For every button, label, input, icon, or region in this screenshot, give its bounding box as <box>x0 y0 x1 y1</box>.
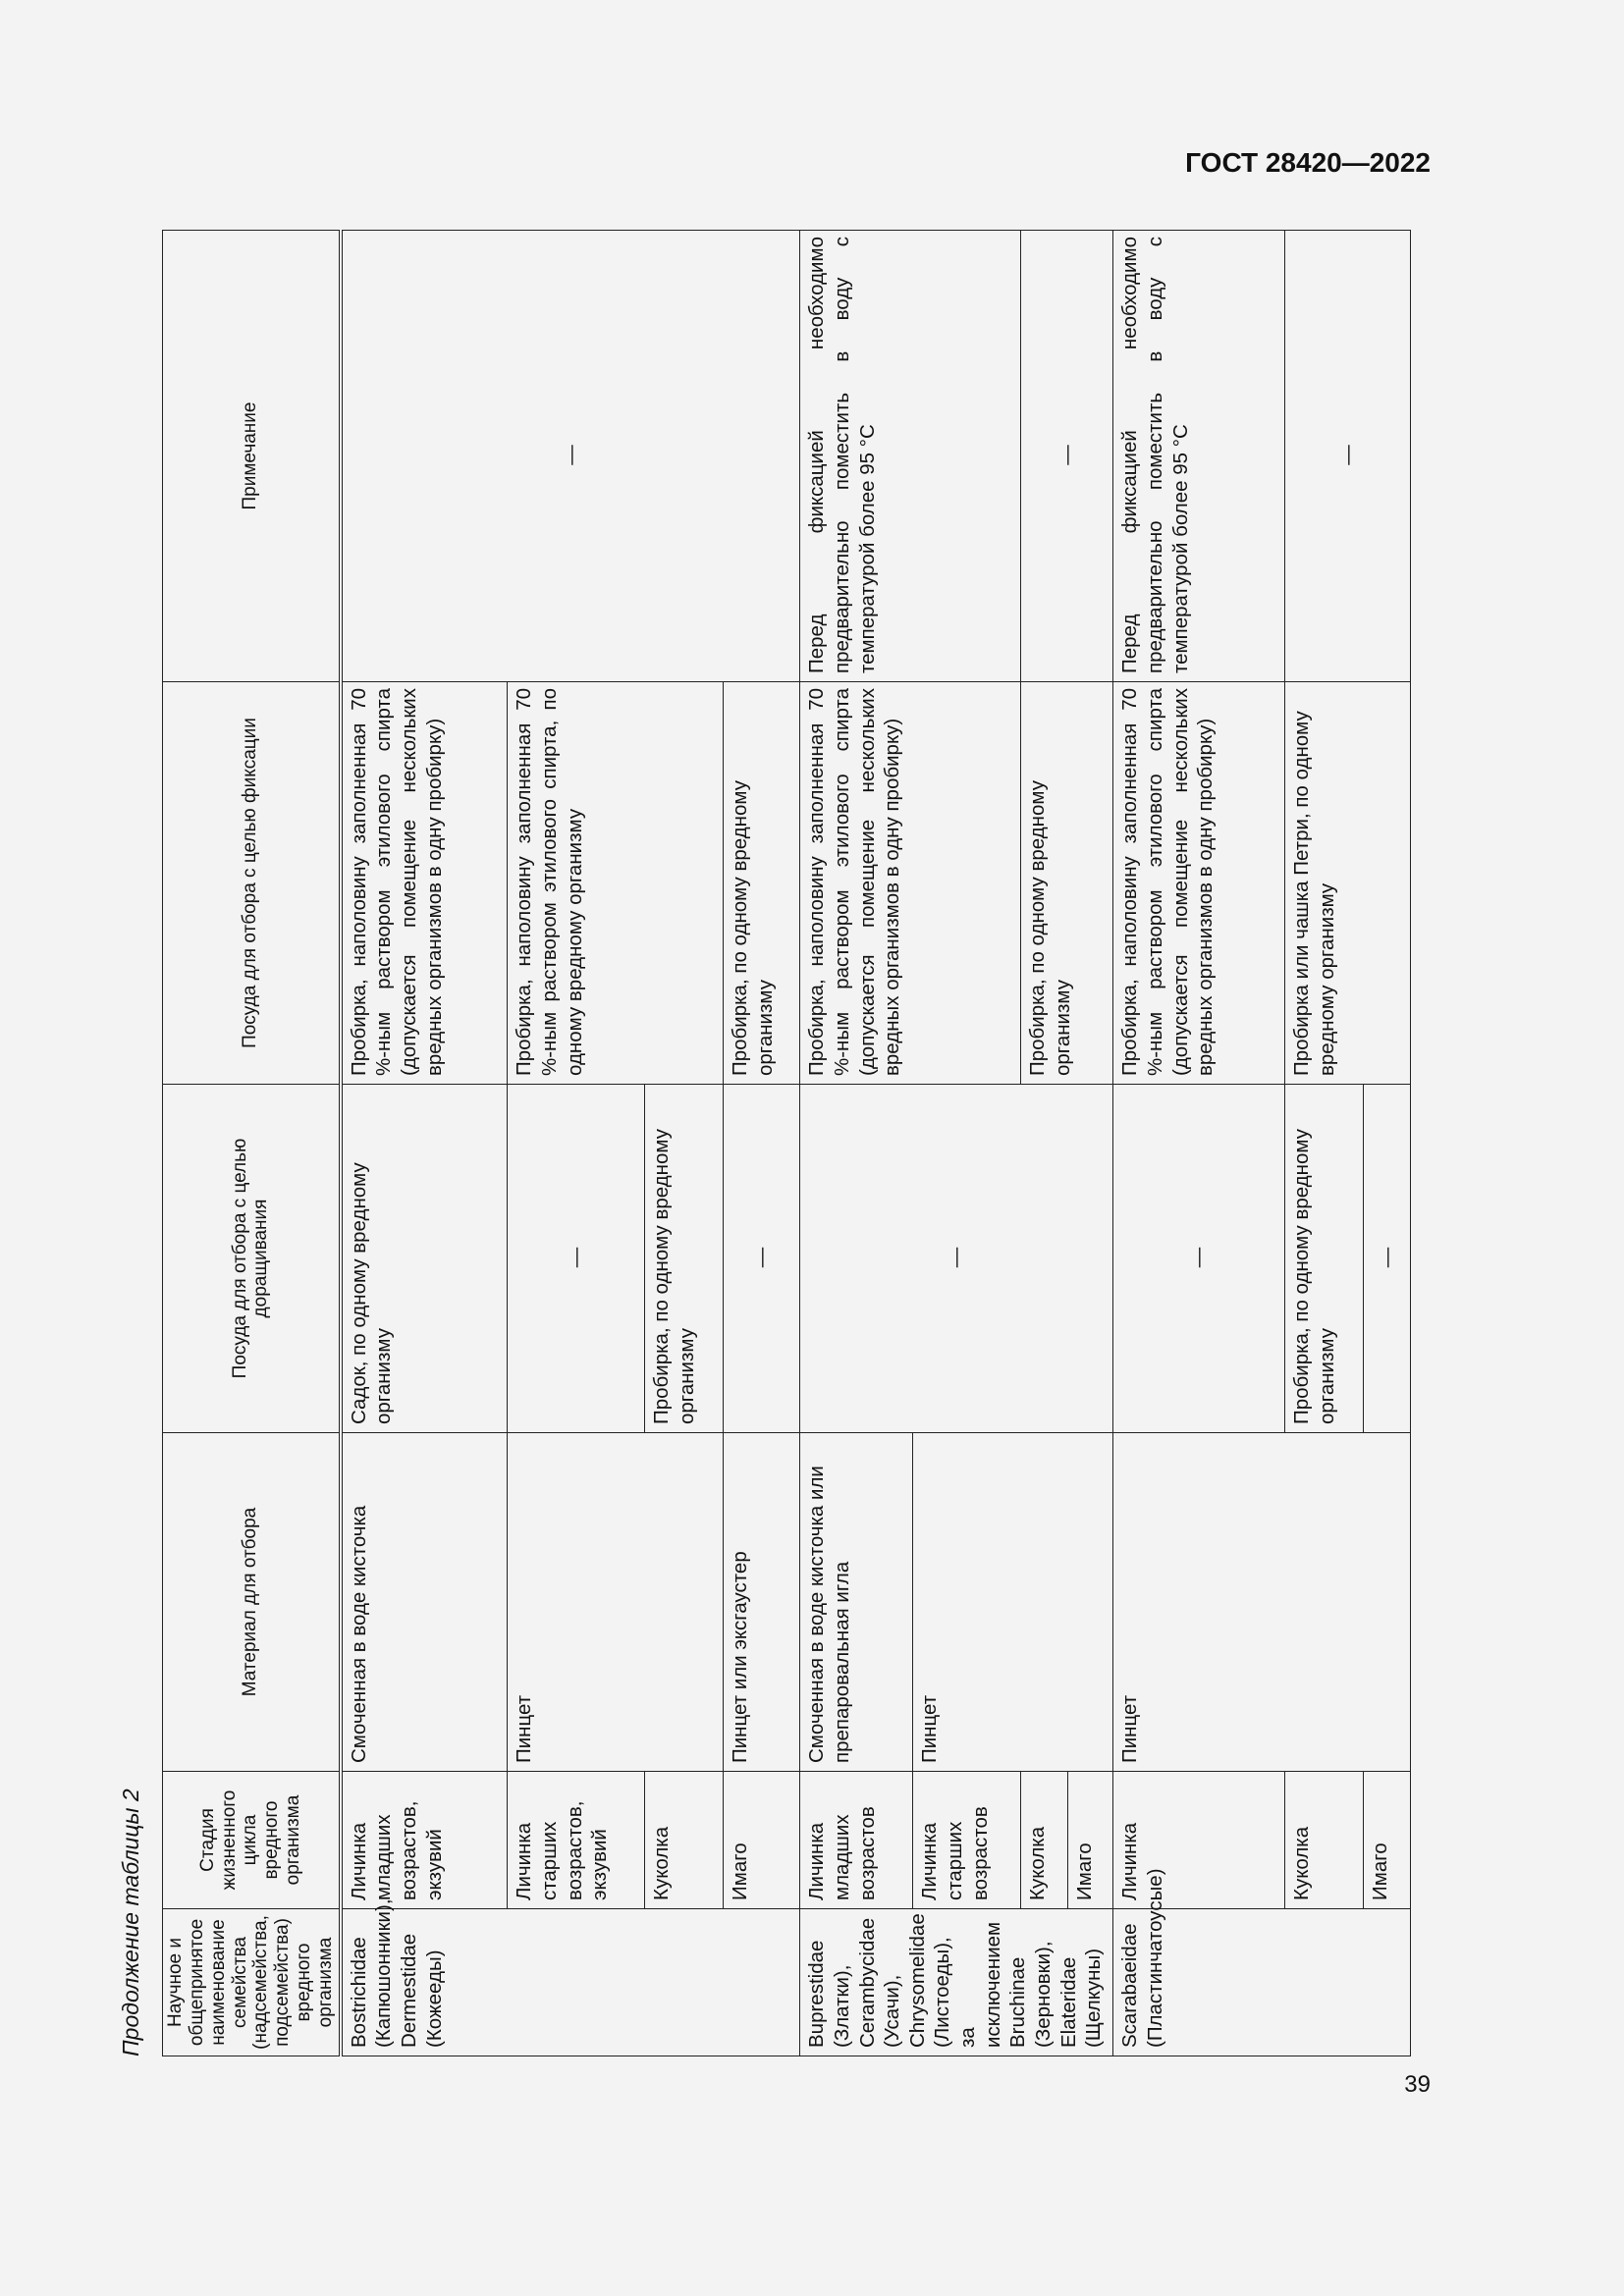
fixation-cell: Пробирка, наполовину заполненная 70 %-ным раствором этилового спирта (допускается помещение нескольких вредных организмов в одну пробирку) <box>800 682 1021 1085</box>
rearing-cell: — <box>1364 1085 1411 1433</box>
material-cell: Пинцет или эксгаустер <box>724 1433 800 1772</box>
table-row <box>341 231 508 2056</box>
rearing-cell: Пробирка, по одному вредному организму <box>1285 1085 1364 1433</box>
fixation-cell: Пробирка или чашка Петри, по одному вредному организму <box>1285 682 1411 1085</box>
stage-cell: Личинка <box>1113 1772 1285 1909</box>
rearing-cell: — <box>800 1085 1113 1433</box>
fixation-cell: Пробирка, наполовину заполненная 70 %-ным раствором этилового спирта (допускается помещение нескольких вредных организмов в одну пробирку) <box>341 682 508 1085</box>
table-row <box>800 231 913 2056</box>
column-header: Посуда для отбора с целью фиксации <box>163 682 341 1085</box>
fixation-cell: Пробирка, по одному вредному организму <box>724 682 800 1085</box>
document-code: ГОСТ 28420—2022 <box>1185 147 1431 178</box>
stage-cell: Личинка старших возрастов, экзувий <box>508 1772 645 1909</box>
family-name: Scarabaeidae (Пластинчатоусые) <box>1113 1909 1411 2056</box>
column-header: Научное и общепринятое наименование семейства (надсемейства, подсемейства) вредного организма <box>163 1909 341 2056</box>
material-cell: Смоченная в воде кисточка или препаровальная игла <box>800 1433 913 1772</box>
rotated-page-content <box>108 221 1398 2056</box>
family-name: Buprestidae (Златки), Cerambycidae (Усачи), Chrysomelidae (Листоеды), за исключением Bruchinae (Зерновки), Elateridae (Щелкуны) <box>800 1909 1113 2056</box>
material-cell: Смоченная в воде кисточка <box>341 1433 508 1772</box>
family-name: Bostrichidae (Капюшонники), Dermestidae (Кожееды) <box>341 1909 800 2056</box>
stage-cell: Имаго <box>1068 1772 1113 1909</box>
column-header: Стадия жизненного цикла вредного организма <box>163 1772 341 1909</box>
table-row <box>1285 231 1364 2056</box>
material-cell: Пинцет <box>1113 1433 1411 1772</box>
column-header: Материал для отбора <box>163 1433 341 1772</box>
note-cell: — <box>1285 231 1411 682</box>
material-cell: Пинцет <box>913 1433 1113 1772</box>
fixation-cell: Пробирка, по одному вредному организму <box>1021 682 1113 1085</box>
fixation-cell: Пробирка, наполовину заполненная 70 %-ным раствором этилового спирта (допускается помещение нескольких вредных организмов в одну пробирку) <box>1113 682 1285 1085</box>
stage-cell: Личинка старших возрастов <box>913 1772 1021 1909</box>
column-header: Примечание <box>163 231 341 682</box>
note-cell: — <box>1021 231 1113 682</box>
rearing-cell: Пробирка, по одному вредному организму <box>645 1085 724 1433</box>
table-row <box>1113 231 1285 2056</box>
note-cell: Перед фиксацией необходимо предварительно поместить в воду с температурой более 95 °С <box>1113 231 1285 682</box>
stage-cell: Куколка <box>1285 1772 1364 1909</box>
table-header-row <box>163 231 341 2056</box>
rearing-cell: — <box>724 1085 800 1433</box>
rearing-cell: — <box>1113 1085 1285 1433</box>
rearing-cell: Садок, по одному вредному организму <box>341 1085 508 1433</box>
table-caption: Продолжение таблицы 2 <box>118 1789 143 2056</box>
column-header: Посуда для отбора с целью доращивания <box>163 1085 341 1433</box>
stage-cell: Куколка <box>645 1772 724 1909</box>
stage-cell: Имаго <box>724 1772 800 1909</box>
stage-cell: Куколка <box>1021 1772 1068 1909</box>
pests-table <box>162 230 1411 2056</box>
stage-cell: Личинка младших возрастов <box>800 1772 913 1909</box>
rearing-cell: — <box>508 1085 645 1433</box>
stage-cell: Личинка младших возрастов, экзувий <box>341 1772 508 1909</box>
stage-cell: Имаго <box>1364 1772 1411 1909</box>
note-cell: — <box>341 231 800 682</box>
material-cell: Пинцет <box>508 1433 724 1772</box>
page-number: 39 <box>1404 2071 1431 2098</box>
fixation-cell: Пробирка, наполовину заполненная 70 %-ным раствором этилового спирта, по одному вредному организму <box>508 682 724 1085</box>
note-cell: Перед фиксацией необходимо предварительно поместить в воду с температурой более 95 °С <box>800 231 1021 682</box>
